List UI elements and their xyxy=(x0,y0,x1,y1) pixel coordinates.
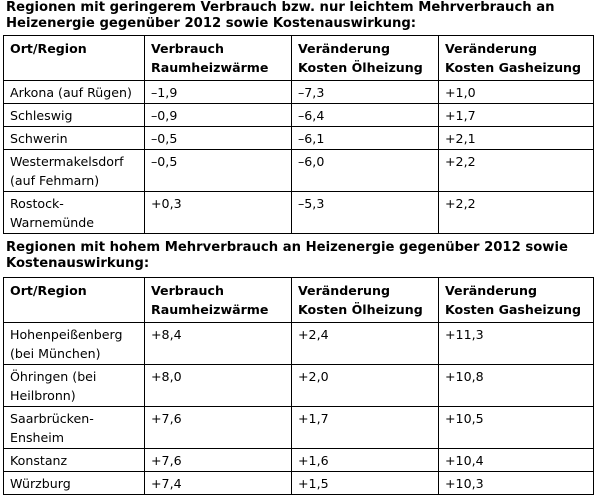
cell-region: Öhringen (bei Heilbronn) xyxy=(4,365,145,407)
table-row xyxy=(4,365,594,407)
cell-gas: +1,7 xyxy=(439,104,594,127)
cell-oel: –5,3 xyxy=(292,192,439,234)
table-row xyxy=(4,104,594,127)
cell-verbrauch: +7,6 xyxy=(145,449,292,472)
cell-verbrauch: –0,9 xyxy=(145,104,292,127)
cell-region: Schleswig xyxy=(4,104,145,127)
table-row xyxy=(4,127,594,150)
cell-gas: +11,3 xyxy=(439,323,594,365)
cell-oel: +2,0 xyxy=(292,365,439,407)
cell-gas: +2,2 xyxy=(439,192,594,234)
cell-gas: +10,8 xyxy=(439,365,594,407)
cell-verbrauch: +0,3 xyxy=(145,192,292,234)
cell-verbrauch: –0,5 xyxy=(145,127,292,150)
cell-verbrauch: –1,9 xyxy=(145,81,292,104)
table-header-row xyxy=(4,278,594,323)
cell-verbrauch: +7,6 xyxy=(145,407,292,449)
header-kosten-oel: Veränderung Kosten Ölheizung xyxy=(292,36,439,81)
cell-verbrauch: +7,4 xyxy=(145,472,292,495)
table-row xyxy=(4,81,594,104)
cell-oel: –6,0 xyxy=(292,150,439,192)
cell-oel: +1,6 xyxy=(292,449,439,472)
cell-verbrauch: +8,4 xyxy=(145,323,292,365)
cell-region: Hohenpeißenberg (bei München) xyxy=(4,323,145,365)
cell-region: Rostock-Warnemünde xyxy=(4,192,145,234)
cell-oel: –6,4 xyxy=(292,104,439,127)
table-header-row xyxy=(4,36,594,81)
cell-gas: +10,5 xyxy=(439,407,594,449)
cell-region: Arkona (auf Rügen) xyxy=(4,81,145,104)
cell-region: Schwerin xyxy=(4,127,145,150)
cell-region: Westermakelsdorf (auf Fehmarn) xyxy=(4,150,145,192)
header-verbrauch: Verbrauch Raumheizwärme xyxy=(145,278,292,323)
cell-oel: +1,5 xyxy=(292,472,439,495)
cell-gas: +2,1 xyxy=(439,127,594,150)
table-row xyxy=(4,472,594,495)
table-high-consumption xyxy=(3,277,594,495)
header-kosten-oel: Veränderung Kosten Ölheizung xyxy=(292,278,439,323)
cell-oel: +1,7 xyxy=(292,407,439,449)
table-row xyxy=(4,407,594,449)
cell-verbrauch: –0,5 xyxy=(145,150,292,192)
cell-gas: +10,4 xyxy=(439,449,594,472)
table-row xyxy=(4,323,594,365)
cell-gas: +1,0 xyxy=(439,81,594,104)
table-low-consumption xyxy=(3,35,594,234)
cell-region: Konstanz xyxy=(4,449,145,472)
section-title-low: Regionen mit geringerem Verbrauch bzw. nur leichtem Mehrverbrauch an Heizenergie gegenüber 2012 sowie Kostenauswirkung: xyxy=(6,0,555,31)
table-row xyxy=(4,192,594,234)
cell-gas: +10,3 xyxy=(439,472,594,495)
cell-oel: –7,3 xyxy=(292,81,439,104)
cell-gas: +2,2 xyxy=(439,150,594,192)
cell-oel: –6,1 xyxy=(292,127,439,150)
cell-region: Würzburg xyxy=(4,472,145,495)
table-row xyxy=(4,150,594,192)
cell-region: Saarbrücken-Ensheim xyxy=(4,407,145,449)
table-row xyxy=(4,449,594,472)
header-verbrauch: Verbrauch Raumheizwärme xyxy=(145,36,292,81)
section-title-high: Regionen mit hohem Mehrverbrauch an Heizenergie gegenüber 2012 sowie Kostenauswirkung: xyxy=(6,240,568,271)
header-ort-region: Ort/Region xyxy=(4,36,145,81)
header-ort-region: Ort/Region xyxy=(4,278,145,323)
header-kosten-gas: Veränderung Kosten Gasheizung xyxy=(439,36,594,81)
cell-verbrauch: +8,0 xyxy=(145,365,292,407)
header-kosten-gas: Veränderung Kosten Gasheizung xyxy=(439,278,594,323)
cell-oel: +2,4 xyxy=(292,323,439,365)
